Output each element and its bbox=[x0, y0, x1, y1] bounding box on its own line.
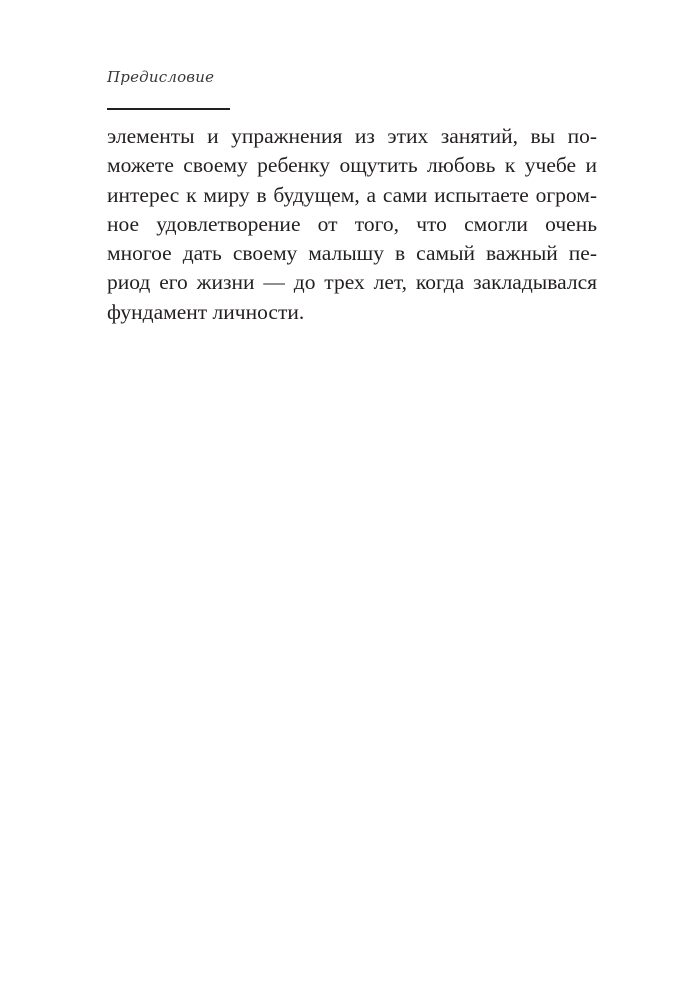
heading-rule-divider bbox=[107, 108, 230, 110]
text-line: многое дать своему малышу в самый важный пе- bbox=[107, 241, 597, 266]
text-line: ное удовлетворение от того, что смогли очень bbox=[107, 211, 597, 236]
running-head-title: Предисловие bbox=[107, 68, 215, 86]
text-line: риод его жизни — до трех лет, когда закладывался bbox=[107, 270, 597, 295]
text-line: элементы и упражнения из этих занятий, вы по- bbox=[107, 124, 597, 148]
text-line: можете своему ребенку ощутить любовь к учебе и bbox=[107, 153, 597, 178]
text-line: фундамент личности. bbox=[107, 299, 305, 324]
text-line: интерес к миру в будущем, а сами испытаете огром- bbox=[107, 182, 597, 207]
body-paragraph bbox=[107, 122, 597, 327]
